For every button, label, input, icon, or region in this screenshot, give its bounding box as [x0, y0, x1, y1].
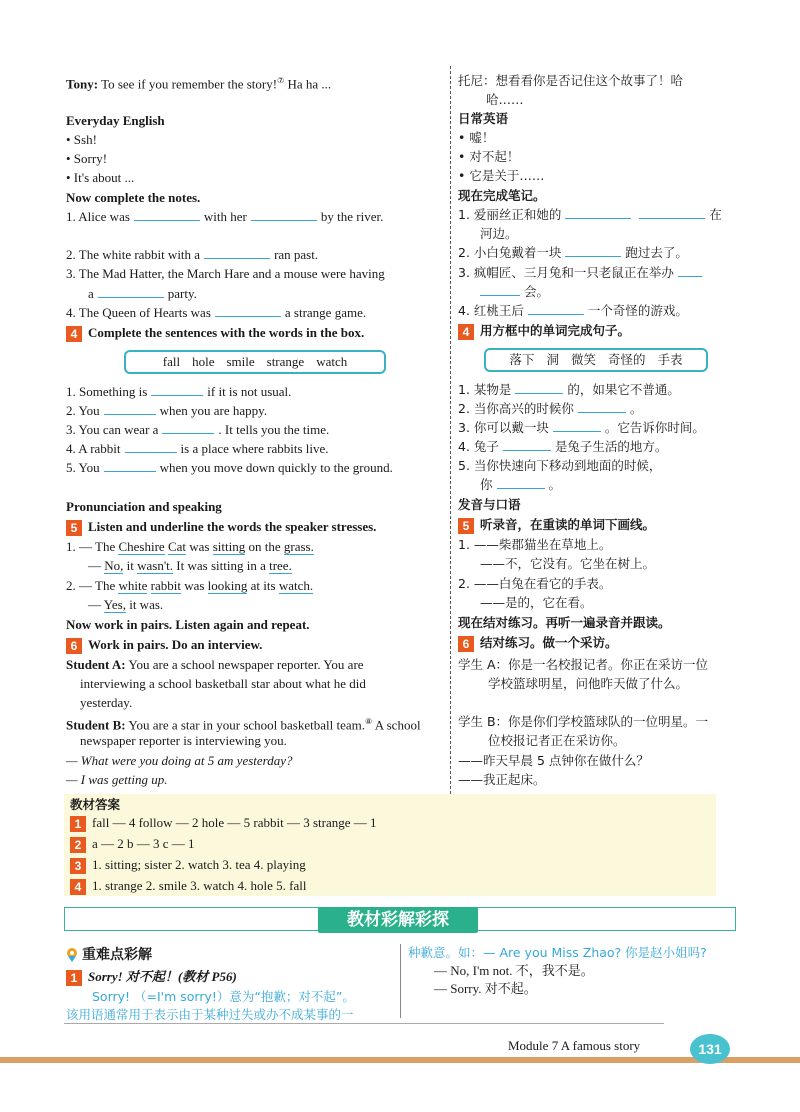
everyday-item-zh: • 嘘！	[458, 130, 495, 145]
student-a-zh: 学生 A：你是一名校报记者。你正在采访一位	[458, 657, 709, 672]
pronunciation-title: Pronunciation and speaking	[66, 499, 222, 514]
sentence-4-zh: 4. 兔子 是兔子生活的地方。	[458, 439, 668, 454]
blank[interactable]	[497, 476, 545, 489]
answer-row: 2 a — 2 b — 3 c — 1	[70, 835, 195, 853]
exercise-5-title-zh: 5 听录音，在重读的单词下画线。	[458, 516, 655, 534]
note-3-zh-cont: 会。	[480, 283, 549, 301]
section-banner: 教材彩解彩探	[318, 907, 478, 933]
dialogue-line-zh: 1. ——柴郡猫坐在草地上。	[458, 537, 612, 552]
exercise-number: 4	[458, 324, 474, 340]
student-a-cont: interviewing a school basketball star about what he did	[80, 676, 366, 691]
tony-line-zh-cont: 哈……	[486, 92, 524, 107]
blank[interactable]	[515, 381, 563, 394]
exercise-number: 4	[66, 326, 82, 342]
everyday-title-zh: 日常英语	[458, 111, 509, 126]
exercise-number: 6	[66, 638, 82, 654]
note-4: 4. The Queen of Hearts was a strange game.	[66, 305, 367, 320]
student-b-zh-cont: 位校报记者正在采访你。	[488, 733, 626, 748]
answer-number: 4	[70, 879, 86, 895]
notes-title: Now complete the notes.	[66, 190, 201, 205]
student-b-cont: newspaper reporter is interviewing you.	[80, 733, 287, 748]
explain-item-head: 1 Sorry! 对不起！(教材 P56)	[66, 968, 237, 986]
page-number: 131	[690, 1034, 730, 1064]
answer-title: 教材答案	[70, 797, 121, 812]
sentence-2-zh: 2. 当你高兴的时候你 。	[458, 401, 643, 416]
exercise-number: 5	[66, 520, 82, 536]
student-a: Student A: You are a school newspaper reporter. You are	[66, 657, 364, 672]
sentence-5: 5. You when you move down quickly to the ground.	[66, 460, 393, 475]
interview-question-zh: ——昨天早晨 5 点钟你在做什么？	[458, 753, 649, 768]
blank[interactable]	[134, 208, 200, 221]
everyday-item: • Ssh!	[66, 132, 97, 147]
interview-answer-zh: ——我正起床。	[458, 772, 546, 787]
blank[interactable]	[503, 438, 551, 451]
blank[interactable]	[565, 244, 621, 257]
student-b: Student B: You are a star in your school basketball team.⑧ A school	[66, 717, 421, 733]
exercise-4-title: 4 Complete the sentences with the words in the box.	[66, 324, 364, 342]
blank[interactable]	[565, 206, 631, 219]
blank[interactable]	[162, 421, 214, 434]
student-b-zh: 学生 B：你是你们学校篮球队的一位明星。一	[458, 714, 709, 729]
exercise-number: 6	[458, 636, 474, 652]
blank[interactable]	[480, 283, 520, 296]
dialogue-line: — No, it wasn't. It was sitting in a tree.	[88, 558, 292, 573]
blank[interactable]	[104, 459, 156, 472]
dialogue-line-zh: 2. ——白兔在看它的手表。	[458, 576, 612, 591]
note-2-zh: 2. 小白兔戴着一块 跑过去了。	[458, 245, 688, 260]
answer-number: 1	[70, 816, 86, 832]
student-a-cont: yesterday.	[80, 695, 133, 710]
repeat-instruction: Now work in pairs. Listen again and repeat.	[66, 617, 310, 632]
everyday-item-zh: • 对不起！	[458, 149, 520, 164]
exercise-4-title-zh: 4 用方框中的单词完成句子。	[458, 322, 630, 340]
sentence-5-zh-cont: 你 。	[480, 477, 562, 492]
explain-example: — No, I'm not. 不，我不是。	[434, 963, 594, 978]
answer-row: 3 1. sitting; sister 2. watch 3. tea 4. playing	[70, 856, 306, 874]
exercise-6-title-zh: 6 结对练习。做一个采访。	[458, 634, 618, 652]
dialogue-line-zh: ——不，它没有。它坐在树上。	[480, 556, 656, 571]
sentence-1-zh: 1. 某物是 的，如果它不普通。	[458, 382, 680, 397]
blank[interactable]	[204, 246, 270, 259]
explain-number: 1	[66, 970, 82, 986]
explain-example: — Sorry. 对不起。	[434, 981, 537, 996]
blank[interactable]	[678, 264, 702, 277]
blank[interactable]	[215, 304, 281, 317]
blank[interactable]	[104, 402, 156, 415]
note-3: 3. The Mad Hatter, the March Hare and a mouse were having	[66, 266, 385, 281]
blank[interactable]	[639, 206, 705, 219]
note-2: 2. The white rabbit with a ran past.	[66, 247, 319, 262]
blank[interactable]	[578, 400, 626, 413]
dialogue-line: 2. — The white rabbit was looking at its watch.	[66, 578, 314, 593]
explain-text-right: 种歉意。如：— Are you Miss Zhao? 你是赵小姐吗?	[408, 945, 707, 960]
sentence-5-zh: 5. 当你快速向下移动到地面的时候，	[458, 458, 662, 473]
exercise-6-title: 6 Work in pairs. Do an interview.	[66, 636, 262, 654]
footer-bar	[0, 1057, 800, 1063]
notes-title-zh: 现在完成笔记。	[458, 188, 546, 203]
answer-row: 1 fall — 4 follow — 2 hole — 5 rabbit — 3 strange — 1	[70, 814, 377, 832]
explain-text: 该用语通常用于表示由于某种过失或办不成某事的一	[66, 1007, 354, 1022]
interview-question: — What were you doing at 5 am yesterday?	[66, 753, 293, 768]
word-box-zh: 落下 洞 微笑 奇怪的 手表	[484, 348, 708, 372]
exercise-5-title: 5 Listen and underline the words the speaker stresses.	[66, 518, 376, 536]
answer-number: 2	[70, 837, 86, 853]
exercise-number: 5	[458, 518, 474, 534]
blank[interactable]	[528, 302, 584, 315]
note-1-zh: 1. 爱丽丝正和她的 在	[458, 207, 722, 222]
sentence-3-zh: 3. 你可以戴一块 。它告诉你时间。	[458, 420, 705, 435]
explain-divider	[400, 944, 401, 1018]
blank[interactable]	[251, 208, 317, 221]
everyday-item-zh: • 它是关于……	[458, 168, 545, 183]
dialogue-line-zh: ——是的，它在看。	[480, 595, 593, 610]
answer-row: 4 1. strange 2. smile 3. watch 4. hole 5. fall	[70, 877, 306, 895]
note-3-cont: a party.	[88, 286, 197, 301]
answer-number: 3	[70, 858, 86, 874]
sentence-3: 3. You can wear a . It tells you the time.	[66, 422, 330, 437]
dialogue-line: 1. — The Cheshire Cat was sitting on the grass.	[66, 539, 314, 554]
everyday-item: • It's about ...	[66, 170, 135, 185]
note-4-zh: 4. 红桃王后 一个奇怪的游戏。	[458, 303, 688, 318]
word-box: fall hole smile strange watch	[124, 350, 386, 374]
tony-line-zh: 托尼：想看看你是否记住这个故事了！哈	[458, 73, 684, 88]
dialogue-line: — Yes, it was.	[88, 597, 164, 612]
note-3-zh: 3. 疯帽匠、三月兔和一只老鼠正在举办	[458, 264, 706, 282]
answer-panel	[64, 794, 716, 896]
interview-answer: — I was getting up.	[66, 772, 168, 787]
location-pin-icon	[66, 948, 78, 962]
blank[interactable]	[151, 383, 203, 396]
sentence-2: 2. You when you are happy.	[66, 403, 268, 418]
note-1: 1. Alice was with her by the river.	[66, 209, 384, 224]
everyday-item: • Sorry!	[66, 151, 108, 166]
blank[interactable]	[553, 419, 601, 432]
repeat-instruction-zh: 现在结对练习。再听一遍录音并跟读。	[458, 615, 671, 630]
blank[interactable]	[98, 285, 164, 298]
tony-line: Tony: To see if you remember the story!⑦ Ha ha ...	[66, 76, 332, 92]
sentence-4: 4. A rabbit is a place where rabbits live.	[66, 441, 329, 456]
footer-rule	[64, 1023, 664, 1024]
column-divider	[450, 66, 451, 794]
note-1-zh-cont: 河边。	[480, 226, 518, 241]
sentence-1: 1. Something is if it is not usual.	[66, 384, 292, 399]
student-a-zh-cont: 学校篮球明星，问他昨天做了什么。	[488, 676, 689, 691]
module-title: Module 7 A famous story	[508, 1038, 641, 1053]
blank[interactable]	[125, 440, 177, 453]
everyday-title: Everyday English	[66, 113, 165, 128]
explain-text: Sorry! （=I'm sorry!）意为“抱歉；对不起”。	[92, 989, 355, 1004]
pronunciation-title-zh: 发音与口语	[458, 497, 521, 512]
explain-title: 重难点彩解	[66, 946, 152, 964]
